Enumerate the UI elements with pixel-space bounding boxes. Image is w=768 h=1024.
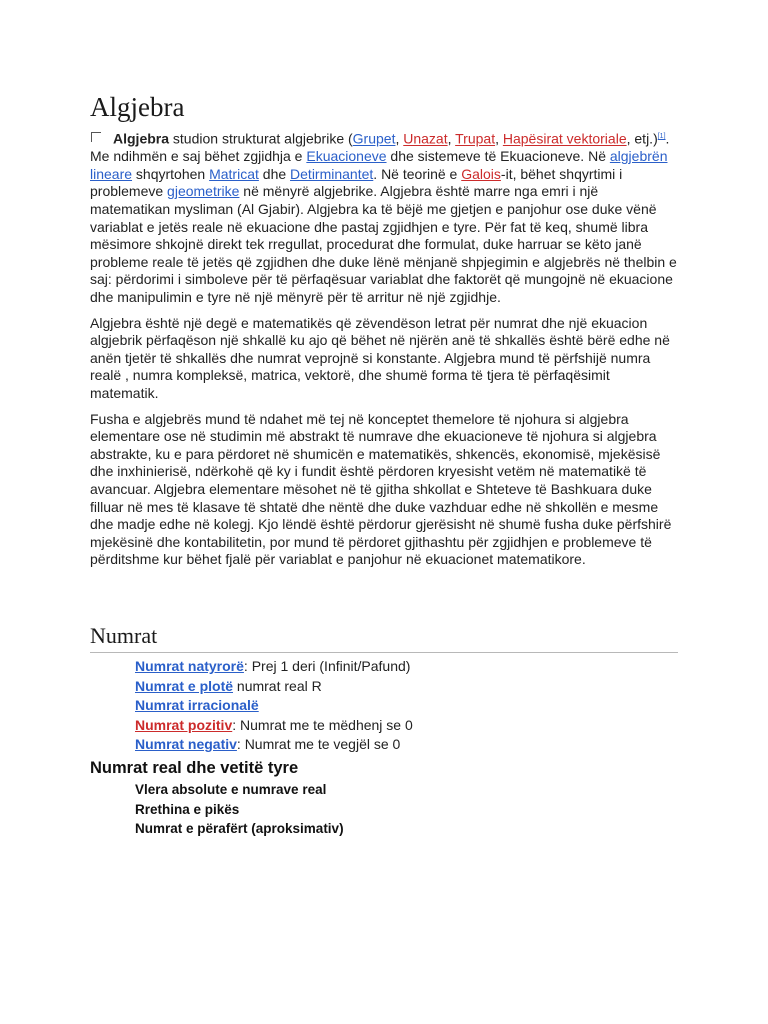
- section-heading-numrat: Numrat: [90, 623, 678, 653]
- intro-text: , etj.): [626, 130, 658, 147]
- list-item: [135, 696, 413, 716]
- link-hapesirat-vektoriale[interactable]: Hapësirat vektoriale: [502, 130, 627, 147]
- link-numrat-negativ[interactable]: Numrat negativ: [135, 736, 237, 752]
- list-item: Vlera absolute e numrave real: [135, 782, 327, 797]
- article-body: [90, 128, 680, 577]
- list-item: [135, 657, 413, 677]
- link-gjeometrike[interactable]: gjeometrike: [167, 183, 240, 200]
- list-item-text: numrat real R: [233, 677, 322, 694]
- link-unazat[interactable]: Unazat: [403, 130, 448, 147]
- list-item: Rrethina e pikës: [135, 801, 240, 817]
- corner-bracket-icon: [91, 132, 101, 142]
- intro-text: studion strukturat algjebrike (: [169, 130, 353, 147]
- properties-list: [135, 780, 344, 839]
- link-numrat-natyrore[interactable]: Numrat natyrorë: [135, 658, 244, 674]
- reference-link[interactable]: [1]: [657, 133, 666, 140]
- intro-text: -it, bëhet shqyrtimi i problemeve: [90, 165, 623, 200]
- link-ekuacioneve[interactable]: Ekuacioneve: [306, 148, 387, 165]
- page-title: Algjebra: [90, 92, 185, 122]
- link-numrat-irracionale[interactable]: Numrat irracionalë: [135, 697, 259, 713]
- list-item: [135, 716, 413, 736]
- intro-text: ,: [395, 130, 404, 147]
- list-item: Numrat e përafërt (aproksimativ): [135, 821, 344, 836]
- link-numrat-pozitiv[interactable]: Numrat pozitiv: [135, 716, 233, 733]
- link-matricat[interactable]: Matricat: [209, 165, 259, 182]
- intro-text: . Me ndihmën e saj bëhet zgjidhja e: [90, 130, 670, 165]
- link-trupat[interactable]: Trupat: [455, 130, 496, 147]
- intro-text: në mënyrë algjebrike. Algjebra është marre nga emri i një matematikan mysliman (Al Gjabir). Algjebra ka të bëjë me gjetjen e panjohur ose duke vënë variablat e jetës reale në ekuacione dhe pastaj zgjidhjen e tyre. Për fat të keq, shumë libra mësimore shkojnë direkt tek rregullat, procedurat dhe formulat, duke harruar se këto janë probleme reale të jetës që zgjidhen dhe duke lënë mënjanë shpjegimin e algjebrës në thelbin e saj: përdorimi i simboleve për të përfaqësuar variablat dhe faktorët që mungojnë në ekuacione dhe manipulimin e tyre në një mënyrë për të arritur në një zgjidhje.: [90, 183, 677, 305]
- list-item-text: : Numrat me te mëdhenj se 0: [232, 716, 413, 733]
- intro-text: dhe sistemeve të Ekuacioneve. Në: [386, 148, 610, 165]
- intro-bold-term: Algjebra: [113, 130, 170, 147]
- numrat-list: [135, 657, 413, 755]
- link-determinantet[interactable]: Detirminantet: [290, 165, 374, 182]
- intro-paragraph: [90, 128, 680, 307]
- intro-text: ,: [447, 130, 456, 147]
- intro-text: dhe: [258, 165, 291, 182]
- subheading-numrat-real: Numrat real dhe vetitë tyre: [90, 759, 299, 777]
- list-item: [135, 735, 413, 755]
- paragraph-2: Algjebra është një degë e matematikës që zëvendëson letrat për numrat dhe një ekuacion algjebrik përfaqëson një shkallë ku ajo që bëhet në njërën anë të shkallës është bërë edhe në anën tjetër të shkallës dhe numrat veprojnë si konstante. Algjebra mund të përfshijë numra realë , numra kompleksë, matrica, vektorë, dhe shumë forma të tjera të përfaqësimit matematik.: [90, 314, 670, 401]
- list-item-text: : Prej 1 deri (Infinit/Pafund): [243, 658, 411, 674]
- link-numrat-e-plote[interactable]: Numrat e plotë: [135, 677, 234, 694]
- link-galois[interactable]: Galois: [461, 165, 501, 182]
- intro-text: shqyrtohen: [132, 165, 210, 182]
- link-grupet[interactable]: Grupet: [352, 130, 396, 147]
- link-algjebren-lineare[interactable]: algjebrën lineare: [90, 148, 668, 182]
- intro-text: . Në teorinë e: [373, 165, 462, 182]
- intro-text: ,: [495, 130, 503, 147]
- list-item: [135, 677, 413, 697]
- list-item-text: : Numrat me te vegjël se 0: [236, 736, 401, 752]
- paragraph-3: Fusha e algjebrës mund të ndahet më tej në konceptet themelore të njohura si algjebra elementare ose në studimin më abstrakt të numrave dhe ekuacioneve të njohura si algjebra abstrakte, ku e para përdoret në shumicën e matematikës, shkencës, ekonomisë, mjekësisë dhe inxhinierisë, ndërkohë që ky i fundit është përdoren kryesisht vetëm në matematikë të avancuar. Algjebra elementare mësohet në të gjitha shkollat e Shteteve të Bashkuara duke filluar në mes të klasave të shtatë dhe nëntë dhe duke vazhduar edhe në shkollën e mesme dhe madje edhe në kolegj. Kjo lëndë është përdorur gjerësisht në shumë fusha duke përfshirë mjekësinë dhe kontabilitetin, por mund të përdoret gjithashtu për zgjidhjen e problemeve të përditshme kur bëhet fjalë për variablat e panjohur në ekuacionet matematikore.: [90, 410, 672, 568]
